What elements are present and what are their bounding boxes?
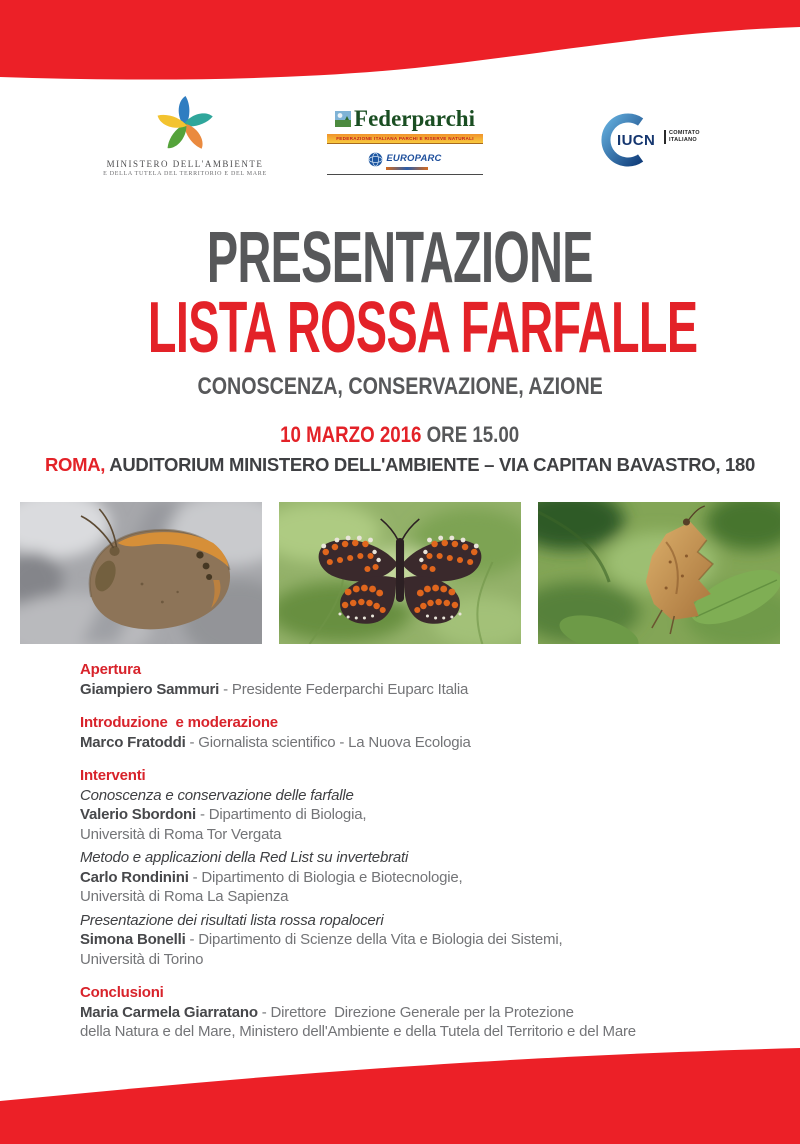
section-apertura bbox=[80, 660, 764, 699]
speaker-name: Valerio Sbordoni bbox=[80, 806, 196, 823]
speaker-line bbox=[80, 1003, 764, 1023]
speaker-role-line2: della Natura e del Mare, Ministero dell'Ambiente e della Tutela del Territorio e del Mare bbox=[80, 1023, 636, 1040]
speaker-name: Giampiero Sammuri bbox=[80, 680, 220, 698]
event-venue-line bbox=[0, 455, 800, 475]
event-date-line bbox=[0, 423, 800, 447]
speaker-line bbox=[80, 680, 764, 700]
section-introduzione bbox=[80, 713, 764, 752]
federparchi-name: Federparchi bbox=[354, 106, 475, 131]
ministero-star-icon bbox=[153, 94, 217, 154]
section-heading: Apertura bbox=[80, 661, 141, 678]
iucn-committee-label bbox=[664, 130, 700, 144]
europarc-subline bbox=[386, 167, 428, 170]
federparchi-banner: FEDERAZIONE ITALIANA PARCHI E RISERVE NATURALI bbox=[327, 134, 483, 144]
talk-item bbox=[80, 786, 764, 845]
poster-title-line2: LISTA ROSSA FARFALLE bbox=[147, 288, 698, 368]
talk-title: Metodo e applicazioni della Red List su invertebrati bbox=[80, 849, 409, 866]
speaker-affiliation: Università di Roma Tor Vergata bbox=[80, 825, 282, 843]
speaker-line bbox=[80, 868, 764, 888]
speaker-name: Carlo Rondinini bbox=[80, 868, 189, 886]
butterfly-photo-3 bbox=[538, 502, 780, 644]
section-conclusioni bbox=[80, 983, 764, 1042]
event-time: ORE 15.00 bbox=[421, 422, 520, 447]
speaker-line bbox=[80, 805, 764, 825]
section-heading: Conclusioni bbox=[80, 984, 164, 1001]
event-city: ROMA, bbox=[44, 454, 106, 475]
speaker-name: Marco Fratoddi bbox=[80, 733, 186, 751]
federparchi-divider bbox=[327, 174, 483, 175]
talk-title: Conoscenza e conservazione delle farfalle bbox=[80, 786, 354, 804]
bottom-wave-graphic bbox=[0, 1044, 800, 1144]
speaker-line bbox=[80, 733, 764, 753]
butterfly-photo-2 bbox=[279, 502, 521, 644]
ministero-subname: E DELLA TUTELA DEL TERRITORIO E DEL MARE bbox=[103, 171, 267, 177]
talk-item bbox=[80, 848, 764, 907]
section-interventi bbox=[80, 766, 764, 969]
iucn-logo bbox=[600, 112, 740, 170]
iucn-committee-line2: ITALIANO bbox=[669, 137, 697, 143]
speaker-line bbox=[80, 930, 764, 950]
europarc-name: EUROPARC bbox=[386, 153, 442, 164]
event-date: 10 MARZO 2016 bbox=[280, 422, 422, 447]
program bbox=[80, 660, 764, 1042]
poster-subtitle: CONOSCENZA, CONSERVAZIONE, AZIONE bbox=[197, 373, 603, 400]
event-venue: AUDITORIUM MINISTERO DELL'AMBIENTE – VIA CAPITAN BAVASTRO, 180 bbox=[105, 454, 755, 475]
poster-title-line1: PRESENTAZIONE bbox=[207, 218, 593, 298]
speaker-role: - Dipartimento di Scienze della Vita e Biologia dei Sistemi, bbox=[185, 931, 563, 948]
ministero-ambiente-logo bbox=[100, 94, 270, 177]
speaker-role: - Giornalista scientifico - La Nuova Ecologia bbox=[185, 733, 471, 751]
speaker-name: Maria Carmela Giarratano bbox=[80, 1003, 258, 1021]
speaker-name: Simona Bonelli bbox=[80, 931, 186, 948]
speaker-affiliation: Università di Roma La Sapienza bbox=[80, 888, 289, 905]
section-heading: Interventi bbox=[80, 767, 146, 784]
butterfly-photo-strip bbox=[20, 502, 780, 644]
talk-item bbox=[80, 911, 764, 970]
speaker-role: - Direttore Direzione Generale per la Protezione bbox=[257, 1003, 574, 1021]
butterfly-photo-1 bbox=[20, 502, 262, 644]
federparchi-logo bbox=[327, 106, 483, 175]
ministero-name: MINISTERO DELL'AMBIENTE bbox=[106, 159, 264, 169]
section-heading: Introduzione e moderazione bbox=[80, 714, 278, 731]
speaker-role: - Dipartimento di Biologia, bbox=[196, 806, 367, 823]
federparchi-emblem-icon bbox=[335, 111, 351, 127]
speaker-affiliation: Università di Torino bbox=[80, 950, 204, 968]
europarc-globe-icon bbox=[368, 152, 383, 167]
top-wave-graphic bbox=[0, 0, 800, 90]
speaker-role: - Dipartimento di Biologia e Biotecnologie, bbox=[188, 868, 463, 886]
talk-title: Presentazione dei risultati lista rossa ropaloceri bbox=[80, 911, 384, 929]
iucn-acronym: IUCN bbox=[617, 132, 656, 149]
speaker-role: - Presidente Federparchi Euparc Italia bbox=[219, 680, 469, 698]
iucn-committee-line1: COMITATO bbox=[669, 130, 700, 136]
